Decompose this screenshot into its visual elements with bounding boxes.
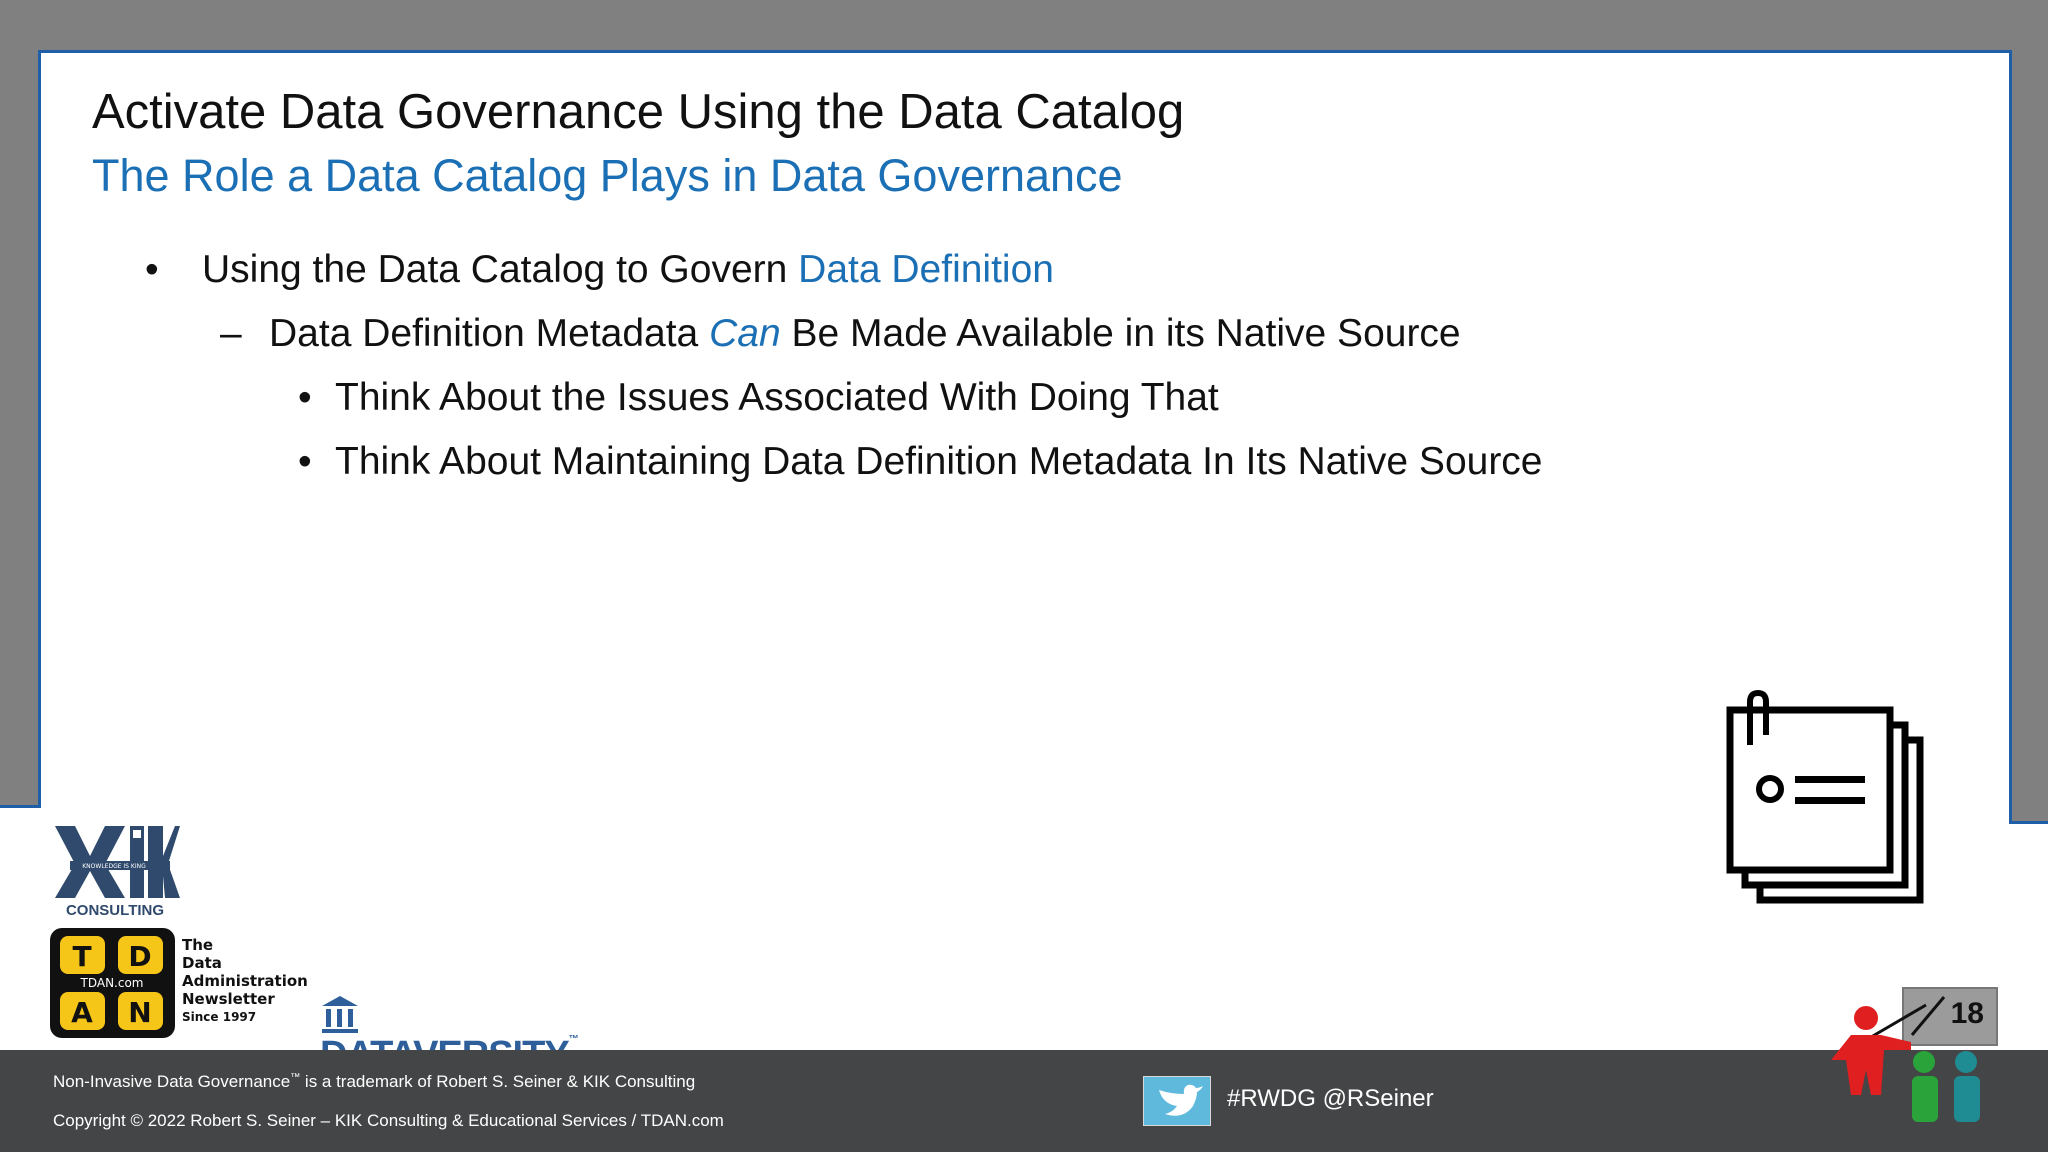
tdan-line: Administration <box>182 972 308 990</box>
slide-subtitle: The Role a Data Catalog Plays in Data Governance <box>92 150 1123 201</box>
footer-trademark <box>53 1072 695 1092</box>
tdan-logo <box>50 928 175 1038</box>
tdan-letter: A <box>71 996 93 1029</box>
tdan-line: Newsletter <box>182 990 275 1008</box>
bullet-level3 <box>298 440 1543 484</box>
footer-trademark-rest: is a trademark of Robert S. Seiner & KIK Consulting <box>300 1072 696 1091</box>
tdan-since: Since 1997 <box>182 1010 257 1024</box>
dash-marker: – <box>220 312 242 355</box>
dataversity-tm: ™ <box>568 1034 578 1045</box>
bullet-level3 <box>298 376 1219 420</box>
bullet-marker: • <box>298 376 312 419</box>
bullet-text: Data Definition Metadata <box>269 312 710 355</box>
top-frame-band <box>0 0 2048 53</box>
bullet-text: Think About the Issues Associated With Doing That <box>335 376 1219 419</box>
kik-consulting-logo <box>50 826 180 918</box>
bullet-marker: • <box>145 248 159 291</box>
kik-name: CONSULTING <box>65 902 165 918</box>
bullet-level1 <box>145 248 1054 292</box>
left-frame-band <box>0 50 41 808</box>
tdan-line: Data <box>182 954 222 972</box>
slide-number: 18 <box>1950 997 1984 1030</box>
footer-copyright: Copyright © 2022 Robert S. Seiner – KIK Consulting & Educational Services / TDAN.com <box>53 1111 724 1130</box>
footer-bar <box>0 1050 2048 1152</box>
twitter-hashtag: #RWDG @RSeiner <box>1227 1085 1434 1112</box>
bullet-level2 <box>220 312 1461 356</box>
bullet-accent-text: Can <box>709 312 781 355</box>
tdan-letter: T <box>72 940 92 973</box>
footer-tm-symbol: ™ <box>290 1072 301 1083</box>
bullet-accent-text: Data Definition <box>798 248 1054 291</box>
footer-trademark-name: Non-Invasive Data Governance <box>53 1072 291 1091</box>
tdan-newsletter-text <box>182 936 308 1026</box>
right-frame-band <box>2009 50 2048 824</box>
twitter-icon[interactable] <box>1143 1076 1211 1126</box>
bullet-text: Be Made Available in its Native Source <box>780 312 1461 355</box>
slide-title: Activate Data Governance Using the Data Catalog <box>92 85 1185 139</box>
sticky-notes-icon <box>1720 690 1930 910</box>
tdan-letter: N <box>128 996 152 1029</box>
kik-tagline: KNOWLEDGE IS KING <box>82 863 146 870</box>
bullet-text: Using the Data Catalog to Govern <box>202 248 799 291</box>
tdan-domain: TDAN.com <box>80 976 144 990</box>
sponsor-logos <box>50 826 610 1046</box>
dataversity-building-icon <box>320 994 360 1034</box>
bullet-marker: • <box>298 440 312 483</box>
tdan-letter: D <box>128 940 152 973</box>
bullet-text: Think About Maintaining Data Definition Metadata In Its Native Source <box>335 440 1543 483</box>
tdan-line: The <box>182 936 214 954</box>
presenter-icon <box>1826 1000 1996 1125</box>
